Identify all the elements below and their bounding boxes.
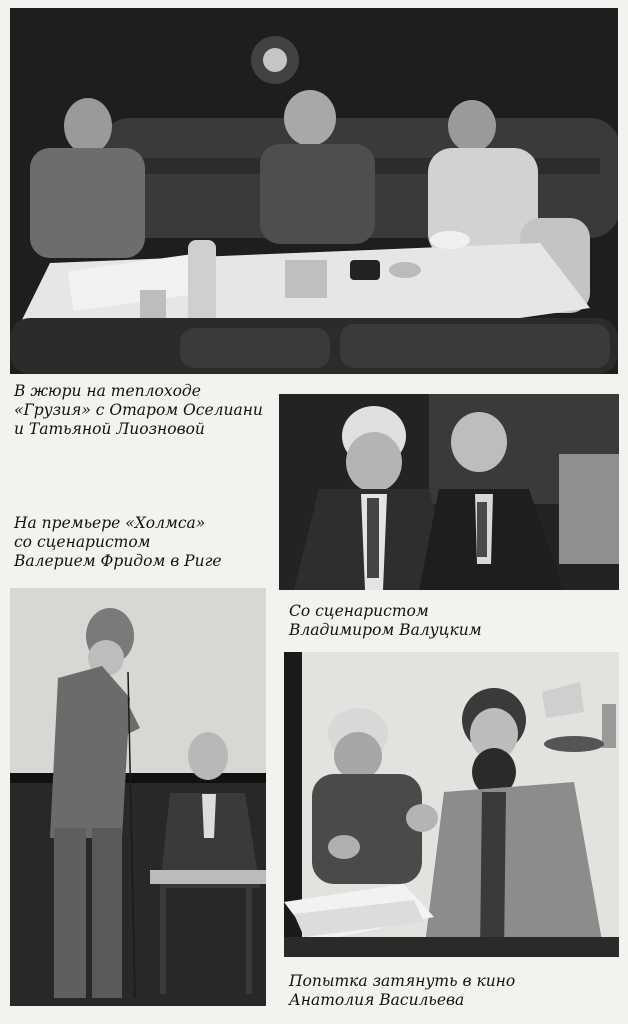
caption-holmes-premiere: [14, 514, 222, 571]
caption-line: В жюри на теплоходе: [14, 382, 201, 400]
caption-line: Анатолия Васильева: [289, 991, 465, 1009]
photo-valutsky: [279, 394, 619, 590]
caption-line: Владимиром Валуцким: [289, 621, 482, 639]
caption-jury-ship: [14, 382, 263, 439]
caption-line: «Грузия» с Отаром Оселиани: [14, 401, 263, 419]
caption-vasiliev: [289, 972, 515, 1010]
caption-line: Попытка затянуть в кино: [289, 972, 516, 990]
photo-jury-ship: [10, 8, 618, 374]
caption-valutsky: [289, 602, 482, 640]
caption-line: Валерием Фридом в Риге: [14, 552, 222, 570]
caption-line: со сценаристом: [14, 533, 151, 551]
caption-line: Со сценаристом: [289, 602, 429, 620]
caption-line: и Татьяной Лиозновой: [14, 420, 205, 438]
caption-line: На премьере «Холмса»: [14, 514, 206, 532]
photo-vasiliev: [284, 652, 619, 957]
photo-holmes-premiere-riga: [10, 588, 266, 1006]
